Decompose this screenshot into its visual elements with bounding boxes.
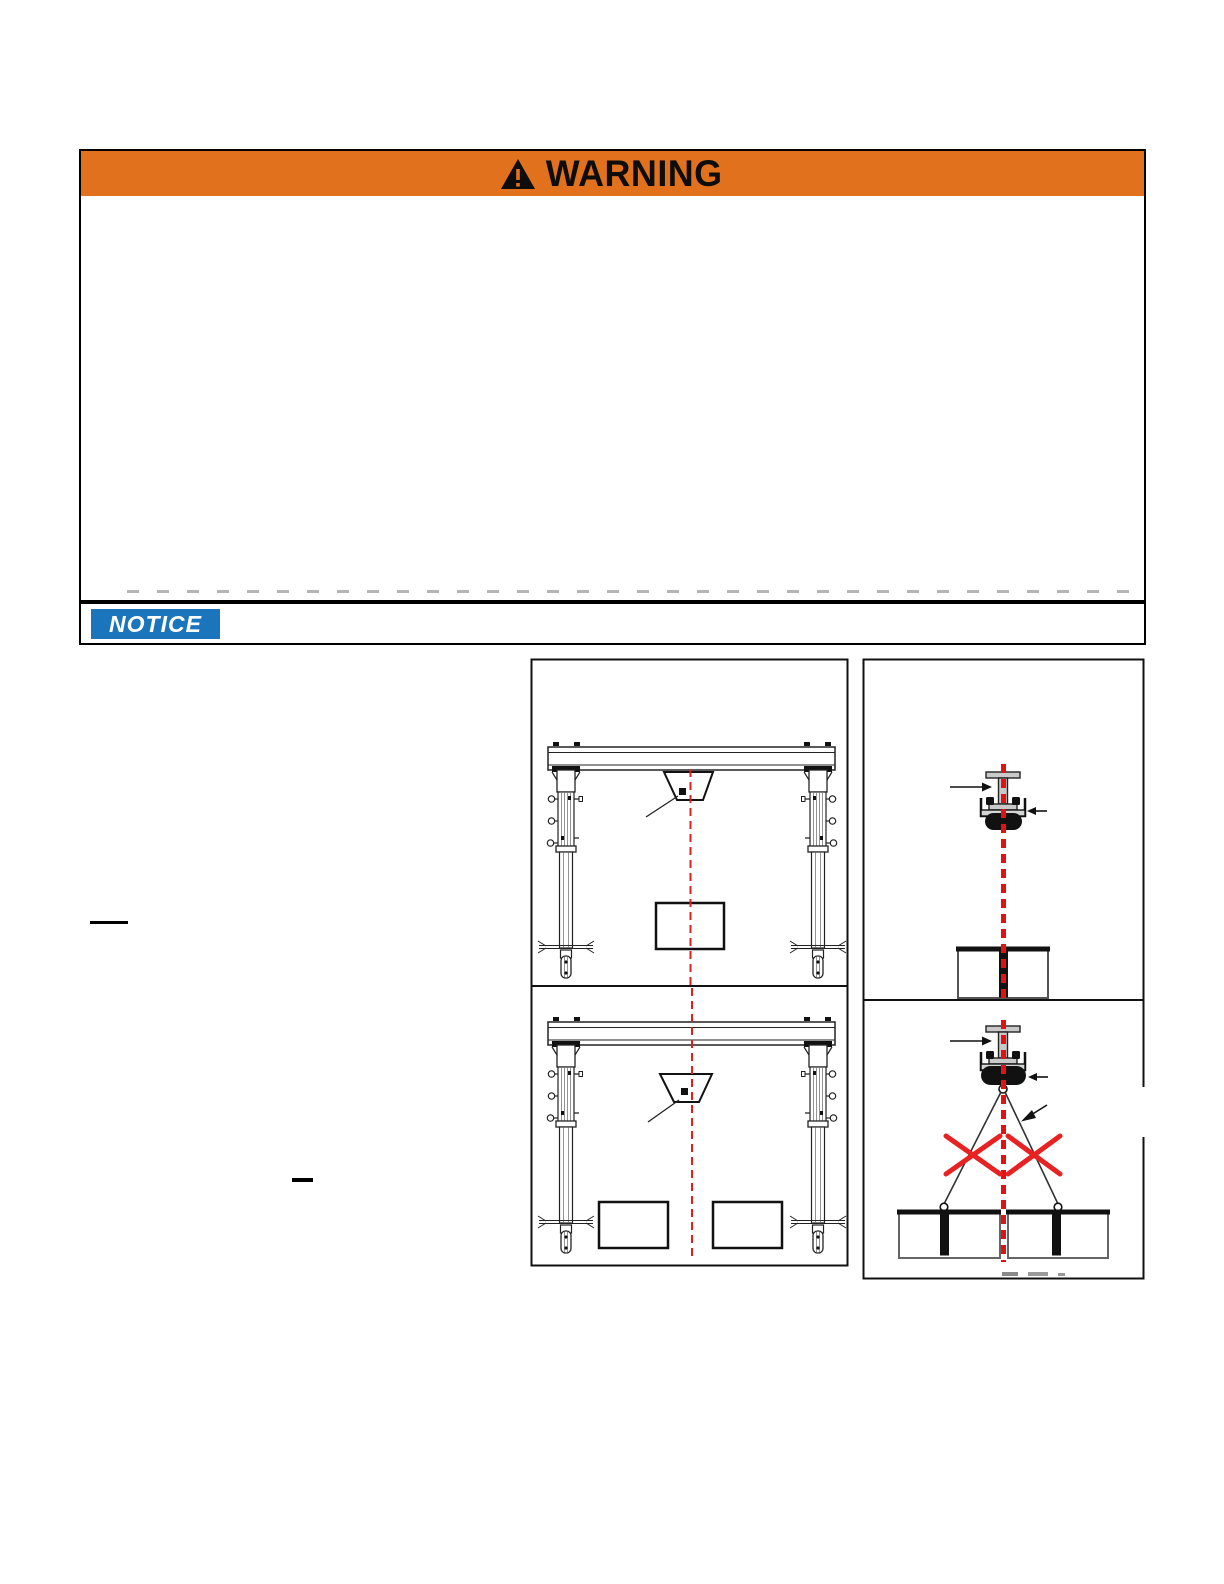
sling-arrow-head — [1021, 1110, 1036, 1122]
cropped-caption-remnant — [1058, 1273, 1065, 1276]
notice-title: NOTICE — [109, 610, 202, 637]
beam-arrow-head — [982, 783, 992, 792]
warning-header — [81, 151, 1144, 196]
load-box-right — [713, 1202, 782, 1248]
prohibited-cross-icon — [1008, 1136, 1060, 1174]
leader-line — [646, 796, 678, 817]
warning-box — [79, 149, 1146, 602]
beam-arrow-head — [982, 1037, 992, 1046]
gantry-leg-right — [790, 1017, 846, 1253]
underline-mark — [90, 921, 128, 924]
gantry-offset-load-diagram — [538, 988, 846, 1257]
hoist-hook-mark — [681, 1088, 688, 1095]
load-strap — [940, 1215, 949, 1256]
gantry-leg-left — [538, 1017, 594, 1253]
trolley-arrow-head — [1028, 1073, 1037, 1081]
load-box-left — [599, 1202, 668, 1248]
dashed-divider-line — [127, 590, 1130, 593]
leader-line — [648, 1100, 679, 1122]
i-beam-cross-section — [981, 1026, 1025, 1070]
underline-mark — [292, 1178, 313, 1182]
warning-title: WARNING — [545, 152, 723, 194]
gantry-correct-load-diagram — [538, 742, 846, 985]
warning-triangle-icon — [500, 158, 536, 190]
notice-badge — [91, 609, 220, 639]
cropped-caption-remnant — [1002, 1272, 1018, 1276]
trolley-figure-svg — [862, 658, 1145, 1280]
side-pull-prohibited-diagram — [897, 1020, 1110, 1276]
cropped-caption-remnant — [1028, 1272, 1048, 1276]
gantry-leg-left — [538, 742, 594, 978]
gantry-figure-panel — [530, 658, 849, 1267]
gantry-beam — [548, 747, 835, 770]
load-strap — [1052, 1215, 1061, 1256]
border-gap-whiteout — [1140, 1087, 1145, 1137]
load-box-left — [899, 1212, 1000, 1258]
gantry-leg-right — [790, 742, 846, 978]
hoist-hook-mark — [679, 788, 686, 795]
prohibited-cross-icon — [946, 1136, 1000, 1174]
gantry-figure-svg — [530, 658, 849, 1267]
trolley-figure-panel — [862, 658, 1145, 1280]
notice-box — [79, 602, 1146, 645]
hoist-trolley-symbol — [664, 772, 713, 800]
straight-lift-diagram — [950, 764, 1050, 998]
trolley-arrow-head — [1027, 807, 1036, 815]
